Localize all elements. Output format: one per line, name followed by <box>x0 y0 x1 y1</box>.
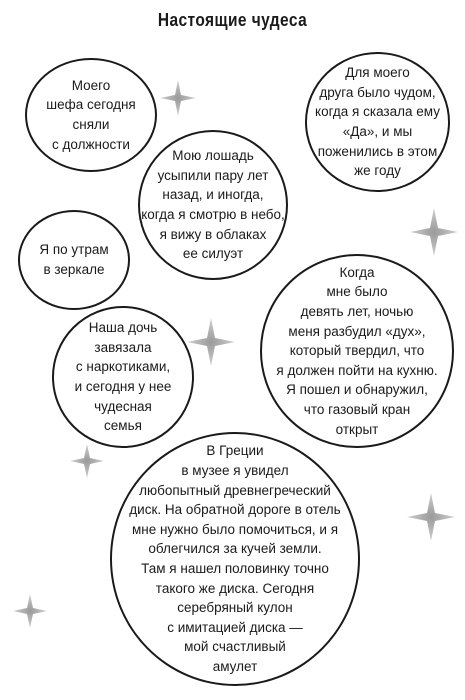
story-bubble-mirror <box>18 210 130 310</box>
sparkle-icon <box>160 80 196 116</box>
story-bubble-daughter <box>52 306 194 448</box>
story-text: Наша дочь завязала с наркотиками, и сегодня у нее чудесная семья <box>74 320 172 434</box>
story-text: Моего шефа сегодня сняли с должности <box>46 77 136 152</box>
story-bubble-spirit <box>260 254 454 448</box>
story-text: В Греции в музее я увидел любопытный древнегреческий диск. На обратной дороге в отель мне нужно было помочиться, и я облегчился за кучей земли. Там я нашел половинку точно такого же диска. Сегодня серебряный кулон с имитацией диска — мой счастливый амулет <box>129 443 341 674</box>
story-bubble-boss <box>25 58 157 172</box>
story-text: Когда мне было девять лет, ночью меня разбудил «дух», который твердил, что я должен пойти на кухню. Я пошел и обнаружил, что газовый кран открыт <box>276 264 438 437</box>
sparkle-icon <box>407 493 455 541</box>
sparkle-icon <box>13 594 47 628</box>
story-bubble-greece <box>110 432 360 686</box>
story-text: Мою лошадь усыпили пару лет назад, и иногда, когда я смотрю в небо, я вижу в облаках ее силуэт <box>141 148 285 262</box>
sparkle-icon <box>70 444 104 478</box>
sparkle-icon <box>187 318 235 366</box>
page-title: Настоящие чудеса <box>157 10 308 30</box>
story-text: Для моего друга было чудом, когда я сказала ему «Да», и мы поженились в этом же году <box>315 65 440 179</box>
story-bubble-horse <box>138 130 288 280</box>
sparkle-icon <box>410 208 458 256</box>
story-text: Я по утрам в зеркале <box>39 242 109 277</box>
story-bubble-marriage <box>305 52 450 192</box>
